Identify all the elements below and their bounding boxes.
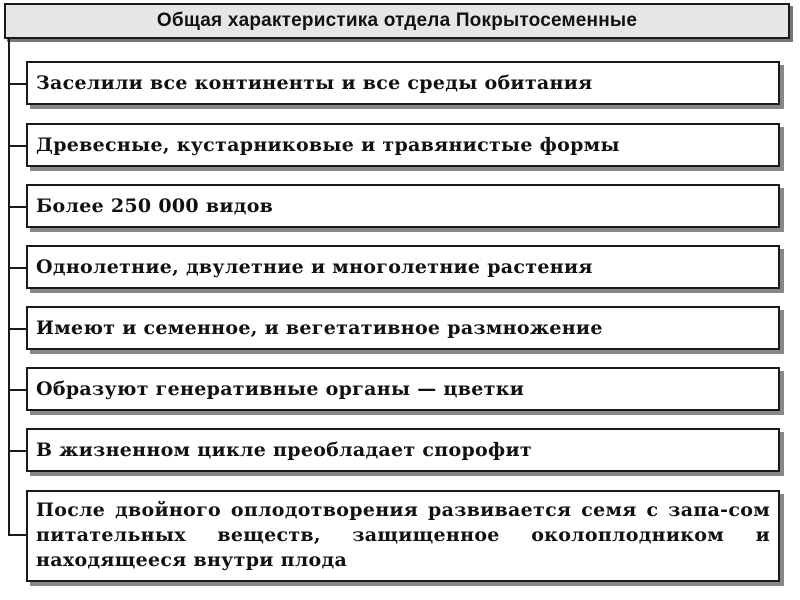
feature-text: Образуют генеративные органы — цветки (36, 378, 525, 400)
feature-box (26, 367, 780, 411)
feature-text: Заселили все континенты и все среды обитания (36, 72, 593, 94)
connector-tick (8, 450, 26, 452)
connector-tick (8, 145, 26, 147)
connector-tick (8, 328, 26, 330)
feature-text: Имеют и семенное, и вегетативное размножение (36, 317, 603, 339)
feature-text: Однолетние, двулетние и многолетние растения (36, 256, 593, 278)
connector-tick (8, 206, 26, 208)
feature-box (26, 61, 780, 105)
feature-text: После двойного оплодотворения развивается семя с запа-сом питательных веществ, защищенное околоплодником и находящееся внутри плода (36, 499, 770, 571)
connector-tick (8, 534, 26, 536)
connector-tick (8, 267, 26, 269)
feature-text: Более 250 000 видов (36, 195, 274, 217)
feature-box (26, 184, 780, 228)
feature-box (26, 490, 780, 582)
connector-tick (8, 83, 26, 85)
feature-box (26, 245, 780, 289)
feature-box (26, 306, 780, 350)
connector-spine (8, 39, 10, 535)
diagram-title: Общая характеристика отдела Покрытосеменные (156, 10, 638, 31)
connector-tick (8, 389, 26, 391)
feature-text: В жизненном цикле преобладает спорофит (36, 439, 532, 461)
diagram-header (4, 3, 790, 39)
feature-box (26, 123, 780, 167)
feature-text: Древесные, кустарниковые и травянистые формы (36, 134, 620, 156)
feature-box (26, 428, 780, 472)
